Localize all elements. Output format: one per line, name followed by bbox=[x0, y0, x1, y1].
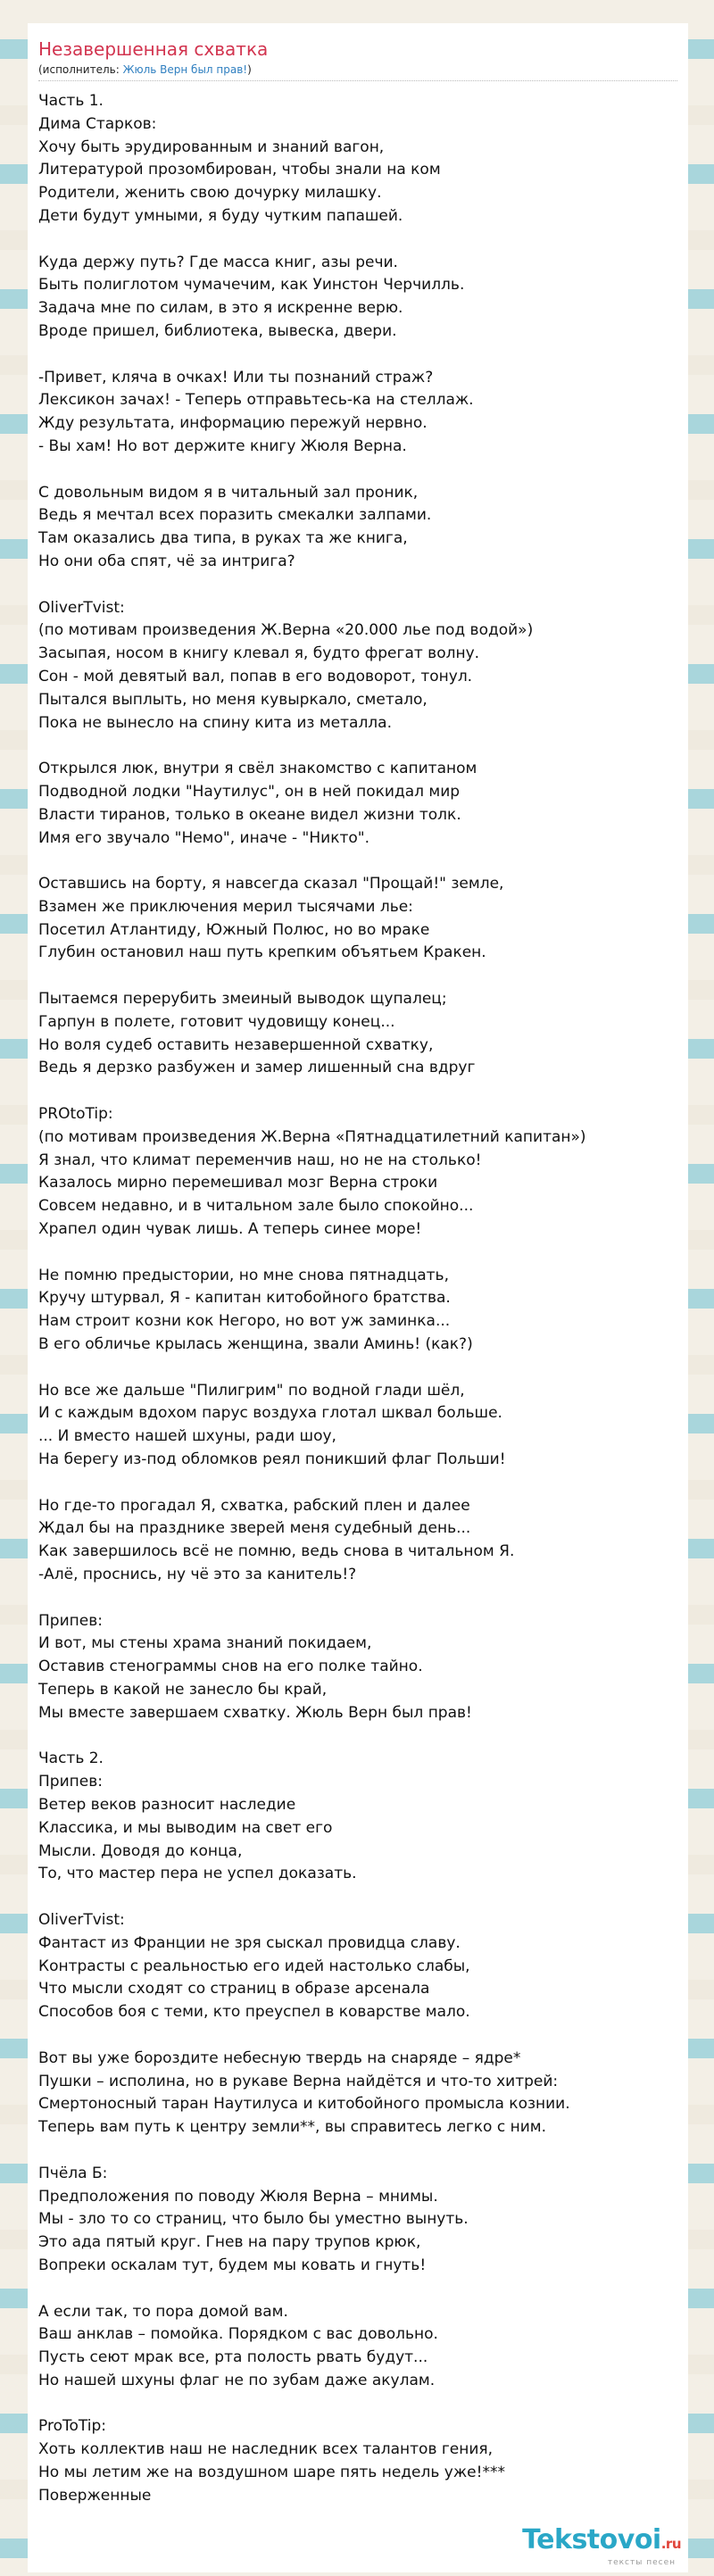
lyrics-line: Пока не вынесло на спину кита из металла. bbox=[38, 713, 392, 732]
lyrics-line: Совсем недавно, и в читальном зале было спокойно... bbox=[38, 1197, 474, 1216]
lyrics-line: ... И вместо нашей шхуны, ради шоу, bbox=[38, 1427, 336, 1446]
lyrics-line: Припев: bbox=[38, 1773, 103, 1791]
lyrics-stanza bbox=[38, 2415, 677, 2507]
lyrics-line: Ведь я дерзко разбужен и замер лишенный сна вдруг bbox=[38, 1059, 476, 1077]
lyrics-line: (по мотивам произведения Ж.Верна «20.000 лье под водой») bbox=[38, 621, 534, 640]
lyrics-stanza bbox=[38, 2163, 677, 2278]
lyrics-line: -Привет, кляча в очках! Или ты познаний страж? bbox=[38, 368, 434, 386]
lyrics-line: Жду результата, информацию пережуй нервно. bbox=[38, 414, 428, 433]
lyrics-stanza bbox=[38, 1265, 677, 1357]
lyrics-stanza bbox=[38, 2048, 677, 2140]
lyrics-line: -Алё, проснись, ну чё это за канитель!? bbox=[38, 1566, 357, 1583]
lyrics-line: Припев: bbox=[38, 1611, 103, 1630]
lyrics-line: Храпел один чувак лишь. А теперь синее море! bbox=[38, 1220, 422, 1239]
lyrics-stanza bbox=[38, 367, 677, 459]
lyrics-stanza bbox=[38, 90, 677, 229]
logo-tagline: тексты песен bbox=[607, 2558, 676, 2567]
byline-prefix: (исполнитель: bbox=[38, 63, 123, 76]
lyrics-line: Гарпун в полете, готовит чудовищу конец... bbox=[38, 1012, 395, 1031]
site-logo[interactable] bbox=[522, 2526, 681, 2567]
lyrics-line: Ваш анклав – помойка. Порядком с вас довольно. bbox=[38, 2325, 438, 2344]
lyrics-line: Там оказались два типа, в руках та же книга, bbox=[38, 529, 408, 548]
lyrics-line: Задача мне по силам, в это я искренне верю. bbox=[38, 299, 403, 318]
lyrics-line: Пытаемся перерубить змеиный выводок щупалец; bbox=[38, 990, 447, 1009]
lyrics-line: Не помню предыстории, но мне снова пятнадцать, bbox=[38, 1266, 449, 1284]
lyrics-line: Хоть коллектив наш не наследник всех талантов гения, bbox=[38, 2440, 494, 2459]
lyrics-line: Смертоносный таран Наутилуса и китобойного промысла кознии. bbox=[38, 2095, 570, 2114]
lyrics-stanza bbox=[38, 1909, 677, 2024]
lyrics-card bbox=[28, 23, 688, 2572]
lyrics-stanza bbox=[38, 2301, 677, 2393]
lyrics-line: PROtoTip: bbox=[38, 1105, 113, 1124]
lyrics-line: Сон - мой девятый вал, попав в его водоворот, тонул. bbox=[38, 667, 473, 686]
lyrics-line: Открылся люк, внутри я свёл знакомство с капитаном bbox=[38, 760, 477, 778]
lyrics-stanza bbox=[38, 758, 677, 850]
lyrics-stanza bbox=[38, 988, 677, 1080]
lyrics-stanza bbox=[38, 1748, 677, 1886]
lyrics-line: Власти тиранов, только в океане видел жизни толк. bbox=[38, 805, 461, 824]
lyrics-line: Мы - зло то со страниц, что было бы уместно вынуть. bbox=[38, 2210, 469, 2229]
lyrics-line: Предположения по поводу Жюля Верна – мнимы. bbox=[38, 2187, 438, 2206]
divider bbox=[38, 80, 677, 81]
lyrics-stanza bbox=[38, 597, 677, 735]
lyrics-line: OliverTvist: bbox=[38, 598, 125, 617]
lyrics-line: Вроде пришел, библиотека, вывеска, двери. bbox=[38, 321, 397, 340]
lyrics-line: Ведь я мечтал всех поразить смекалки залпами. bbox=[38, 506, 432, 525]
lyrics-line: Имя его звучало "Немо", иначе - "Никто". bbox=[38, 828, 370, 847]
lyrics-stanza bbox=[38, 482, 677, 574]
lyrics-line: Пытался выплыть, но меня кувыркало, сметало, bbox=[38, 690, 428, 709]
lyrics-line: ProToTip: bbox=[38, 2417, 106, 2436]
lyrics-stanza bbox=[38, 1495, 677, 1587]
lyrics-line: Классика, и мы выводим на свет его bbox=[38, 1818, 333, 1837]
lyrics-line: Контрасты с реальностью его идей настолько слабы, bbox=[38, 1957, 470, 1975]
lyrics-line: С довольным видом я в читальный зал проник, bbox=[38, 483, 419, 502]
logo-name: Tekstovoi bbox=[522, 2524, 661, 2555]
lyrics-line: Взамен же приключения мерил тысячами лье: bbox=[38, 897, 413, 916]
byline bbox=[38, 62, 677, 77]
lyrics-line: Ветер веков разносит наследие bbox=[38, 1795, 296, 1814]
lyrics-line: Родители, женить свою дочурку милашку. bbox=[38, 184, 382, 203]
lyrics-line: Пчёла Б: bbox=[38, 2164, 108, 2182]
artist-link[interactable]: Жюль Верн был прав! bbox=[122, 63, 248, 76]
lyrics-line: Казалось мирно перемешивал мозг Верна строки bbox=[38, 1174, 438, 1192]
lyrics-line: Вот вы уже бороздите небесную твердь на снаряде – ядре* bbox=[38, 2048, 521, 2067]
lyrics-line: Способов боя с теми, кто преуспел в коварстве мало. bbox=[38, 2003, 470, 2022]
lyrics-line: Ждал бы на празднике зверей меня судебный день... bbox=[38, 1519, 471, 1538]
lyrics-line: Дети будут умными, я буду чутким папашей. bbox=[38, 206, 403, 225]
lyrics-line: Но воля судеб оставить незавершенной схватку, bbox=[38, 1035, 434, 1054]
lyrics-line: Как завершилось всё не помню, ведь снова в читальном Я. bbox=[38, 1542, 515, 1561]
byline-suffix: ) bbox=[247, 63, 252, 76]
lyrics-line: Я знал, что климат переменчив наш, но не на столько! bbox=[38, 1151, 482, 1169]
lyrics-line: Подводной лодки "Наутилус", он в ней покидал мир bbox=[38, 782, 461, 801]
lyrics-line: В его обличье крылась женщина, звали Аминь! (как?) bbox=[38, 1335, 473, 1354]
lyrics-line: Оставшись на борту, я навсегда сказал "Прощай!" земле, bbox=[38, 875, 504, 893]
lyrics-line: Кручу штурвал, Я - капитан китобойного братства. bbox=[38, 1289, 451, 1308]
lyrics-line: То, что мастер пера не успел доказать. bbox=[38, 1865, 357, 1883]
lyrics-line: Но все же дальше "Пилигрим" по водной глади шёл, bbox=[38, 1381, 465, 1400]
lyrics-line: И с каждым вдохом парус воздуха глотал шквал больше. bbox=[38, 1404, 502, 1423]
lyrics-stanza bbox=[38, 873, 677, 965]
lyrics-stanza bbox=[38, 252, 677, 344]
lyrics-stanza bbox=[38, 1380, 677, 1472]
lyrics-line: На берегу из-под обломков реял поникший флаг Польши! bbox=[38, 1450, 506, 1469]
lyrics-line: Поверженные bbox=[38, 2486, 152, 2505]
lyrics-line: Но они оба спят, чё за интрига? bbox=[38, 552, 295, 570]
lyrics-line: Быть полиглотом чумачечим, как Уинстон Черчилль. bbox=[38, 276, 465, 295]
lyrics-line: Пусть сеют мрак все, рта полость рвать будут... bbox=[38, 2348, 428, 2367]
lyrics-line: Что мысли сходят со страниц в образе арсенала bbox=[38, 1980, 430, 1998]
lyrics-line: Нам строит козни кок Негоро, но вот уж заминка... bbox=[38, 1312, 451, 1331]
lyrics-line: А если так, то пора домой вам. bbox=[38, 2302, 288, 2321]
lyrics-text bbox=[38, 90, 677, 2508]
song-title: Незавершенная схватка bbox=[38, 38, 269, 60]
lyrics-line: Посетил Атлантиду, Южный Полюс, но во мраке bbox=[38, 920, 430, 939]
lyrics-line: Лексикон зачах! - Теперь отправьтесь-ка на стеллаж. bbox=[38, 391, 474, 410]
lyrics-line: Теперь в какой не занесло бы край, bbox=[38, 1680, 328, 1699]
lyrics-line: Дима Старков: bbox=[38, 114, 157, 133]
lyrics-line: Засыпая, носом в книгу клевал я, будто фрегат волну. bbox=[38, 644, 480, 663]
lyrics-line: Но нашей шхуны флаг не по зубам даже акулам. bbox=[38, 2371, 436, 2389]
lyrics-line: Это ада пятый круг. Гнев на пару трупов крюк, bbox=[38, 2233, 421, 2252]
lyrics-line: - Вы хам! Но вот держите книгу Жюля Верна. bbox=[38, 436, 407, 455]
lyrics-line: Но мы летим же на воздушном шаре пять недель уже!*** bbox=[38, 2464, 505, 2482]
lyrics-line: Хочу быть эрудированным и знаний вагон, bbox=[38, 137, 385, 156]
lyrics-line: Часть 1. bbox=[38, 92, 104, 110]
lyrics-line: Литературой прозомбирован, чтобы знали на ком bbox=[38, 161, 441, 179]
lyrics-line: Оставив стенограммы снов на его полке тайно. bbox=[38, 1658, 423, 1676]
lyrics-line: Фантаст из Франции не зря сыскал провидца славу. bbox=[38, 1933, 461, 1952]
lyrics-line: И вот, мы стены храма знаний покидаем, bbox=[38, 1634, 372, 1653]
lyrics-line: Часть 2. bbox=[38, 1749, 104, 1768]
lyrics-line: Теперь вам путь к центру земли**, вы справитесь легко с ним. bbox=[38, 2118, 547, 2137]
lyrics-line: Вопреки оскалам тут, будем мы ковать и гнуть! bbox=[38, 2256, 427, 2274]
lyrics-stanza bbox=[38, 1103, 677, 1242]
lyrics-line: Мы вместе завершаем схватку. Жюль Верн был прав! bbox=[38, 1703, 472, 1722]
lyrics-line: Куда держу путь? Где масса книг, азы речи. bbox=[38, 253, 398, 271]
lyrics-line: OliverTvist: bbox=[38, 1910, 125, 1929]
lyrics-line: Пушки – исполина, но в рукаве Верна найдётся и что-то хитрей: bbox=[38, 2072, 559, 2090]
lyrics-line: (по мотивам произведения Ж.Верна «Пятнадцатилетний капитан») bbox=[38, 1127, 586, 1146]
logo-tld: .ru bbox=[660, 2536, 681, 2552]
lyrics-line: Мысли. Доводя до конца, bbox=[38, 1841, 243, 1860]
lyrics-line: Но где-то прогадал Я, схватка, рабский плен и далее bbox=[38, 1496, 470, 1515]
lyrics-line: Глубин остановил наш путь крепким объятьем Кракен. bbox=[38, 943, 486, 962]
lyrics-stanza bbox=[38, 1610, 677, 1725]
